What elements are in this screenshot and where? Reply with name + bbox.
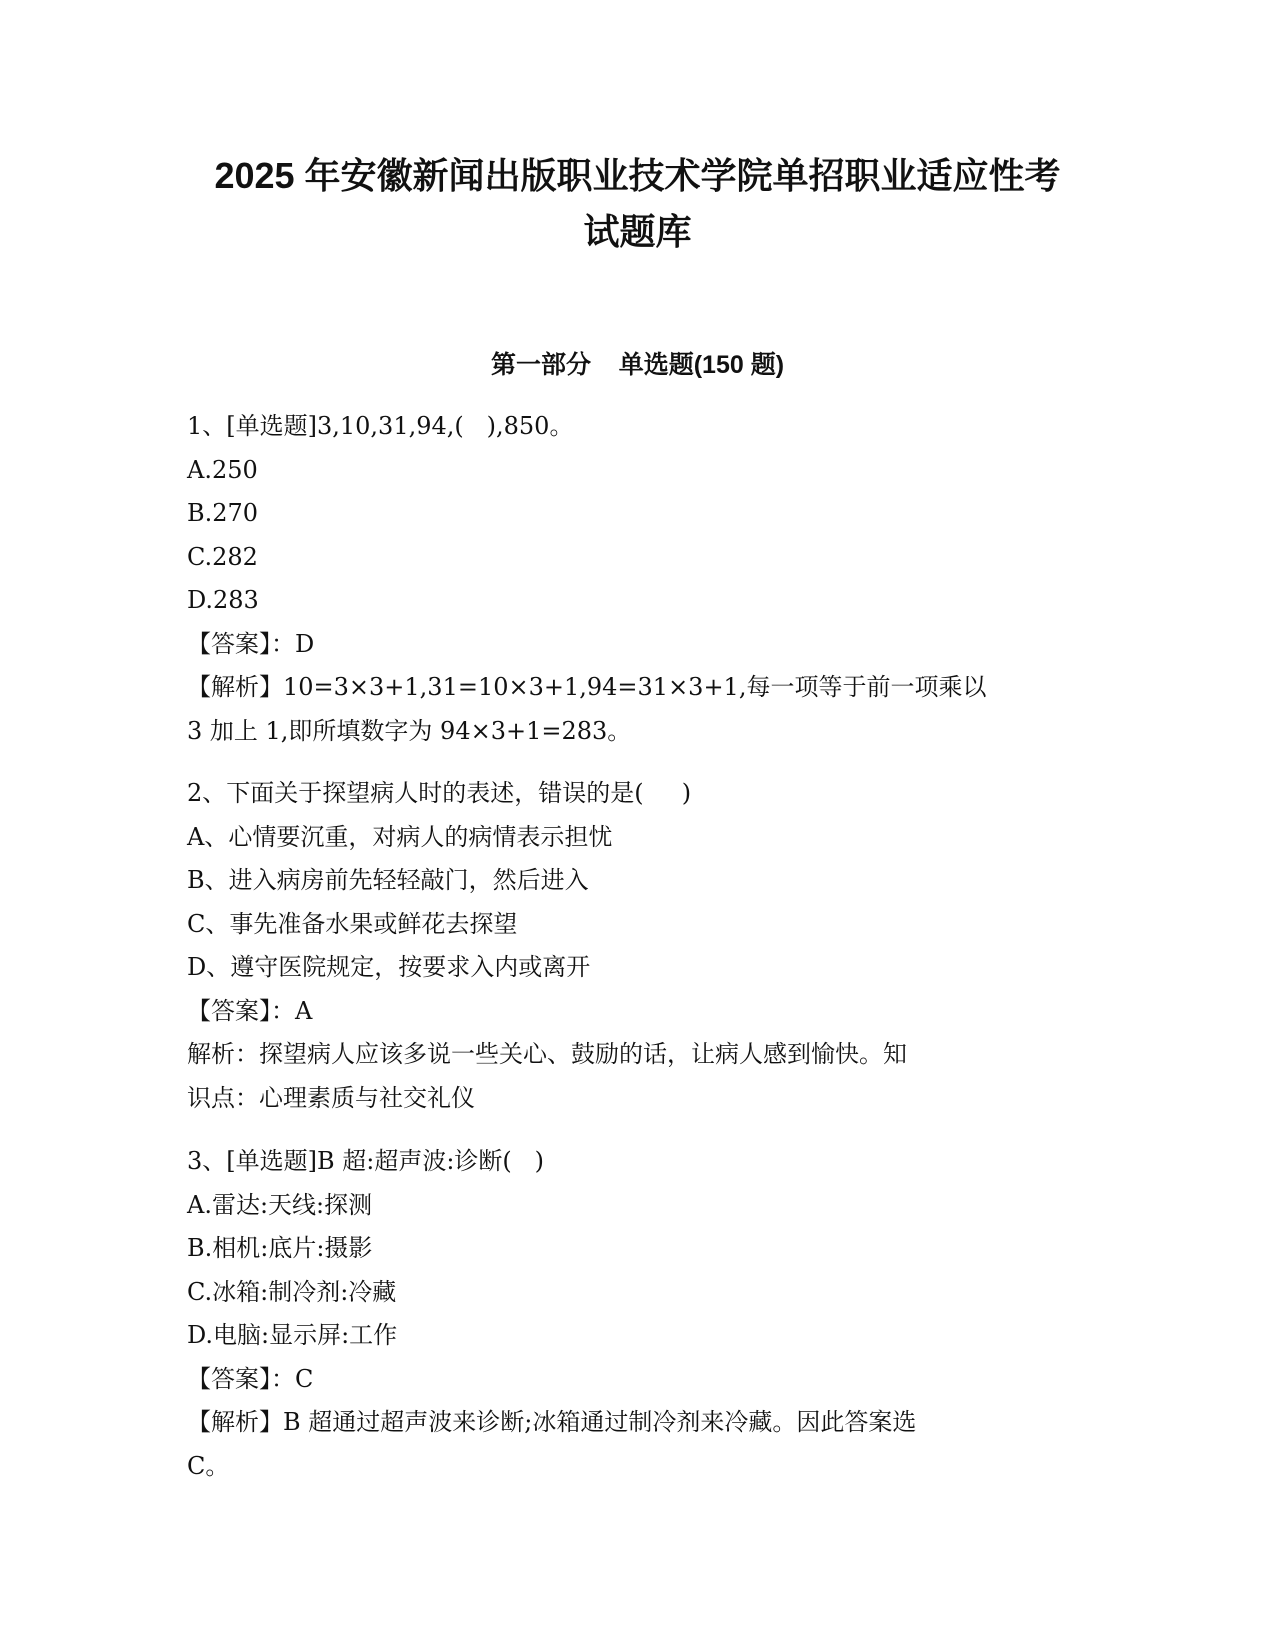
analysis-line-2: 3 加上 1,即所填数字为 94×3+1=283。 bbox=[187, 716, 632, 745]
document-title-line-1: 2025 年安徽新闻出版职业技术学院单招职业适应性考 bbox=[214, 155, 1061, 196]
option-d: D.283 bbox=[187, 586, 259, 614]
section-title: 第一部分 单选题(150 题) bbox=[490, 351, 785, 379]
option-c: C.282 bbox=[187, 542, 258, 571]
answer-line: 【答案】：D bbox=[187, 629, 315, 658]
option-b: B、进入病房前先轻轻敲门，然后进入 bbox=[187, 866, 589, 894]
document-title-line-2: 试题库 bbox=[583, 211, 692, 252]
option-b: B.相机:底片:摄影 bbox=[187, 1234, 373, 1262]
option-a: A.雷达:天线:探测 bbox=[187, 1190, 373, 1219]
question-1 bbox=[187, 405, 1067, 753]
analysis-line-2: C。 bbox=[187, 1451, 230, 1480]
analysis-line-1: 【解析】10=3×3+1,31=10×3+1,94=31×3+1,每一项等于前一项乘以 bbox=[187, 673, 987, 701]
option-d: D.电脑:显示屏:工作 bbox=[187, 1321, 398, 1349]
option-c: C、事先准备水果或鲜花去探望 bbox=[187, 909, 518, 938]
option-b: B.270 bbox=[187, 499, 259, 527]
question-stem: 1、[单选题]3,10,31,94,( ),850。 bbox=[187, 412, 574, 440]
document-title bbox=[150, 148, 1125, 260]
option-a: A.250 bbox=[187, 455, 258, 484]
answer-line: 【答案】：C bbox=[187, 1364, 314, 1393]
question-3 bbox=[187, 1140, 1067, 1488]
answer-line: 【答案】：A bbox=[187, 996, 313, 1025]
question-stem: 2、下面关于探望病人时的表述，错误的是( ) bbox=[187, 779, 692, 807]
analysis-line-1: 【解析】B 超通过超声波来诊断;冰箱通过制冷剂来冷藏。因此答案选 bbox=[187, 1408, 917, 1436]
question-stem: 3、[单选题]B 超:超声波:诊断( ) bbox=[187, 1147, 545, 1175]
analysis-line-2: 识点：心理素质与社交礼仪 bbox=[187, 1083, 475, 1112]
question-2 bbox=[187, 772, 1067, 1120]
option-c: C.冰箱:制冷剂:冷藏 bbox=[187, 1277, 397, 1306]
option-a: A、心情要沉重，对病人的病情表示担忧 bbox=[187, 822, 613, 851]
option-d: D、遵守医院规定，按要求入内或离开 bbox=[187, 953, 591, 981]
analysis-line-1: 解析：探望病人应该多说一些关心、鼓励的话，让病人感到愉快。知 bbox=[187, 1040, 907, 1068]
